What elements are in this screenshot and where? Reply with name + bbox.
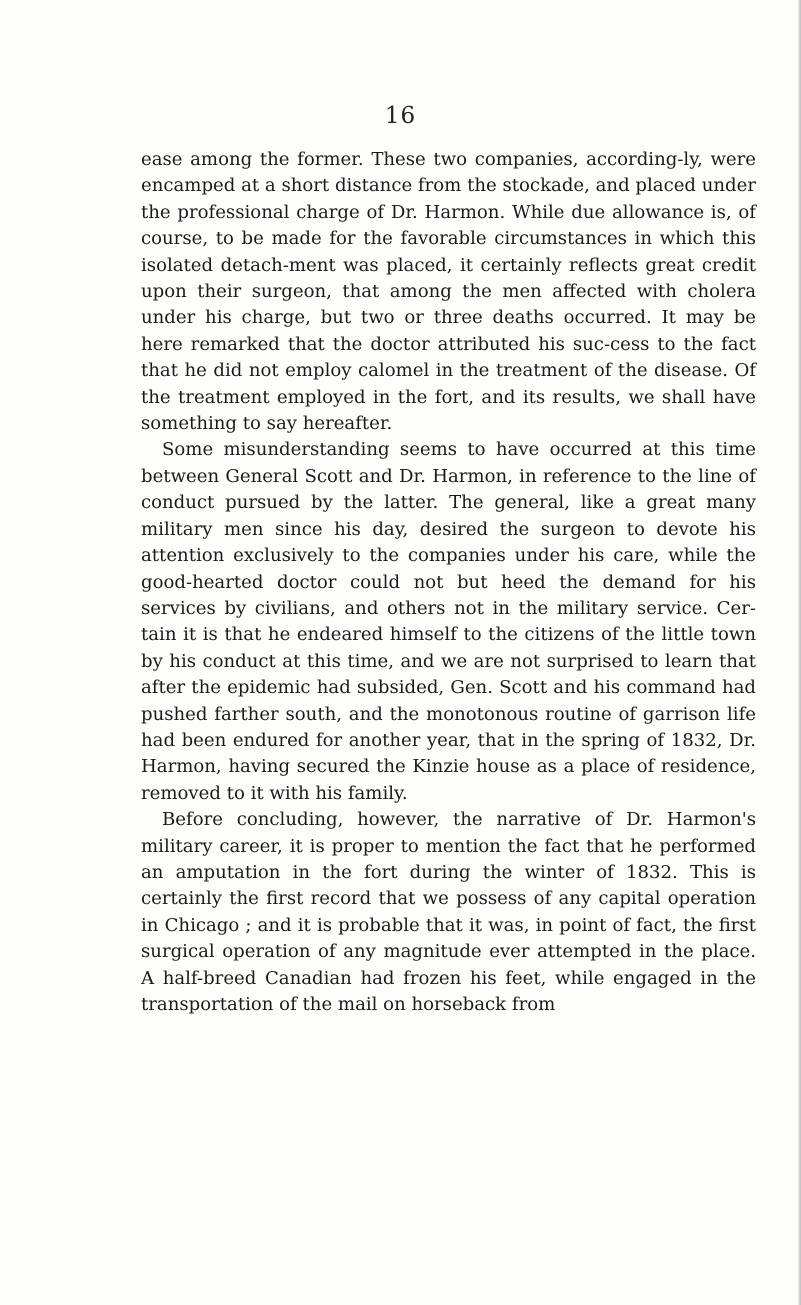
page-number: 16 [384,103,417,129]
body-text [141,147,756,1018]
paragraph-2: Some misunderstanding seems to have occurred at this time between General Scott and Dr. Harmon, in reference to the line of conduct pursued by the latter. The general, like a great many military men since his day, desired the surgeon to devote his attention exclusively to the companies under his care, while the good-hearted doctor could not but heed the demand for his services by civilians, and others not in the military service. Cer-tain it is that he endeared himself to the citizens of the little town by his conduct at this time, and we are not surprised to learn that after the epidemic had subsided, Gen. Scott and his command had pushed farther south, and the monotonous routine of garrison life had been endured for another year, that in the spring of 1832, Dr. Harmon, having secured the Kinzie house as a place of residence, removed to it with his family. [141,439,756,804]
paragraph-1: ease among the former. These two companies, according-ly, were encamped at a short distance from the stockade, and placed under the professional charge of Dr. Harmon. While due allowance is, of course, to be made for the favorable circumstances in which this isolated detach-ment was placed, it certainly reflects great credit upon their surgeon, that among the men affected with cholera under his charge, but two or three deaths occurred. It may be here remarked that the doctor attributed his suc-cess to the fact that he did not employ calomel in the treatment of the disease. Of the treatment employed in the fort, and its results, we shall have something to say hereafter. [141,149,756,435]
paragraph-3: Before concluding, however, the narrative of Dr. Harmon's military career, it is proper to mention the fact that he performed an amputation in the fort during the winter of 1832. This is certainly the first record that we possess of any capital operation in Chicago ; and it is probable that it was, in point of fact, the first surgical operation of any magnitude ever attempted in the place. A half-breed Canadian had frozen his feet, while engaged in the transportation of the mail on horseback from [141,809,756,1015]
